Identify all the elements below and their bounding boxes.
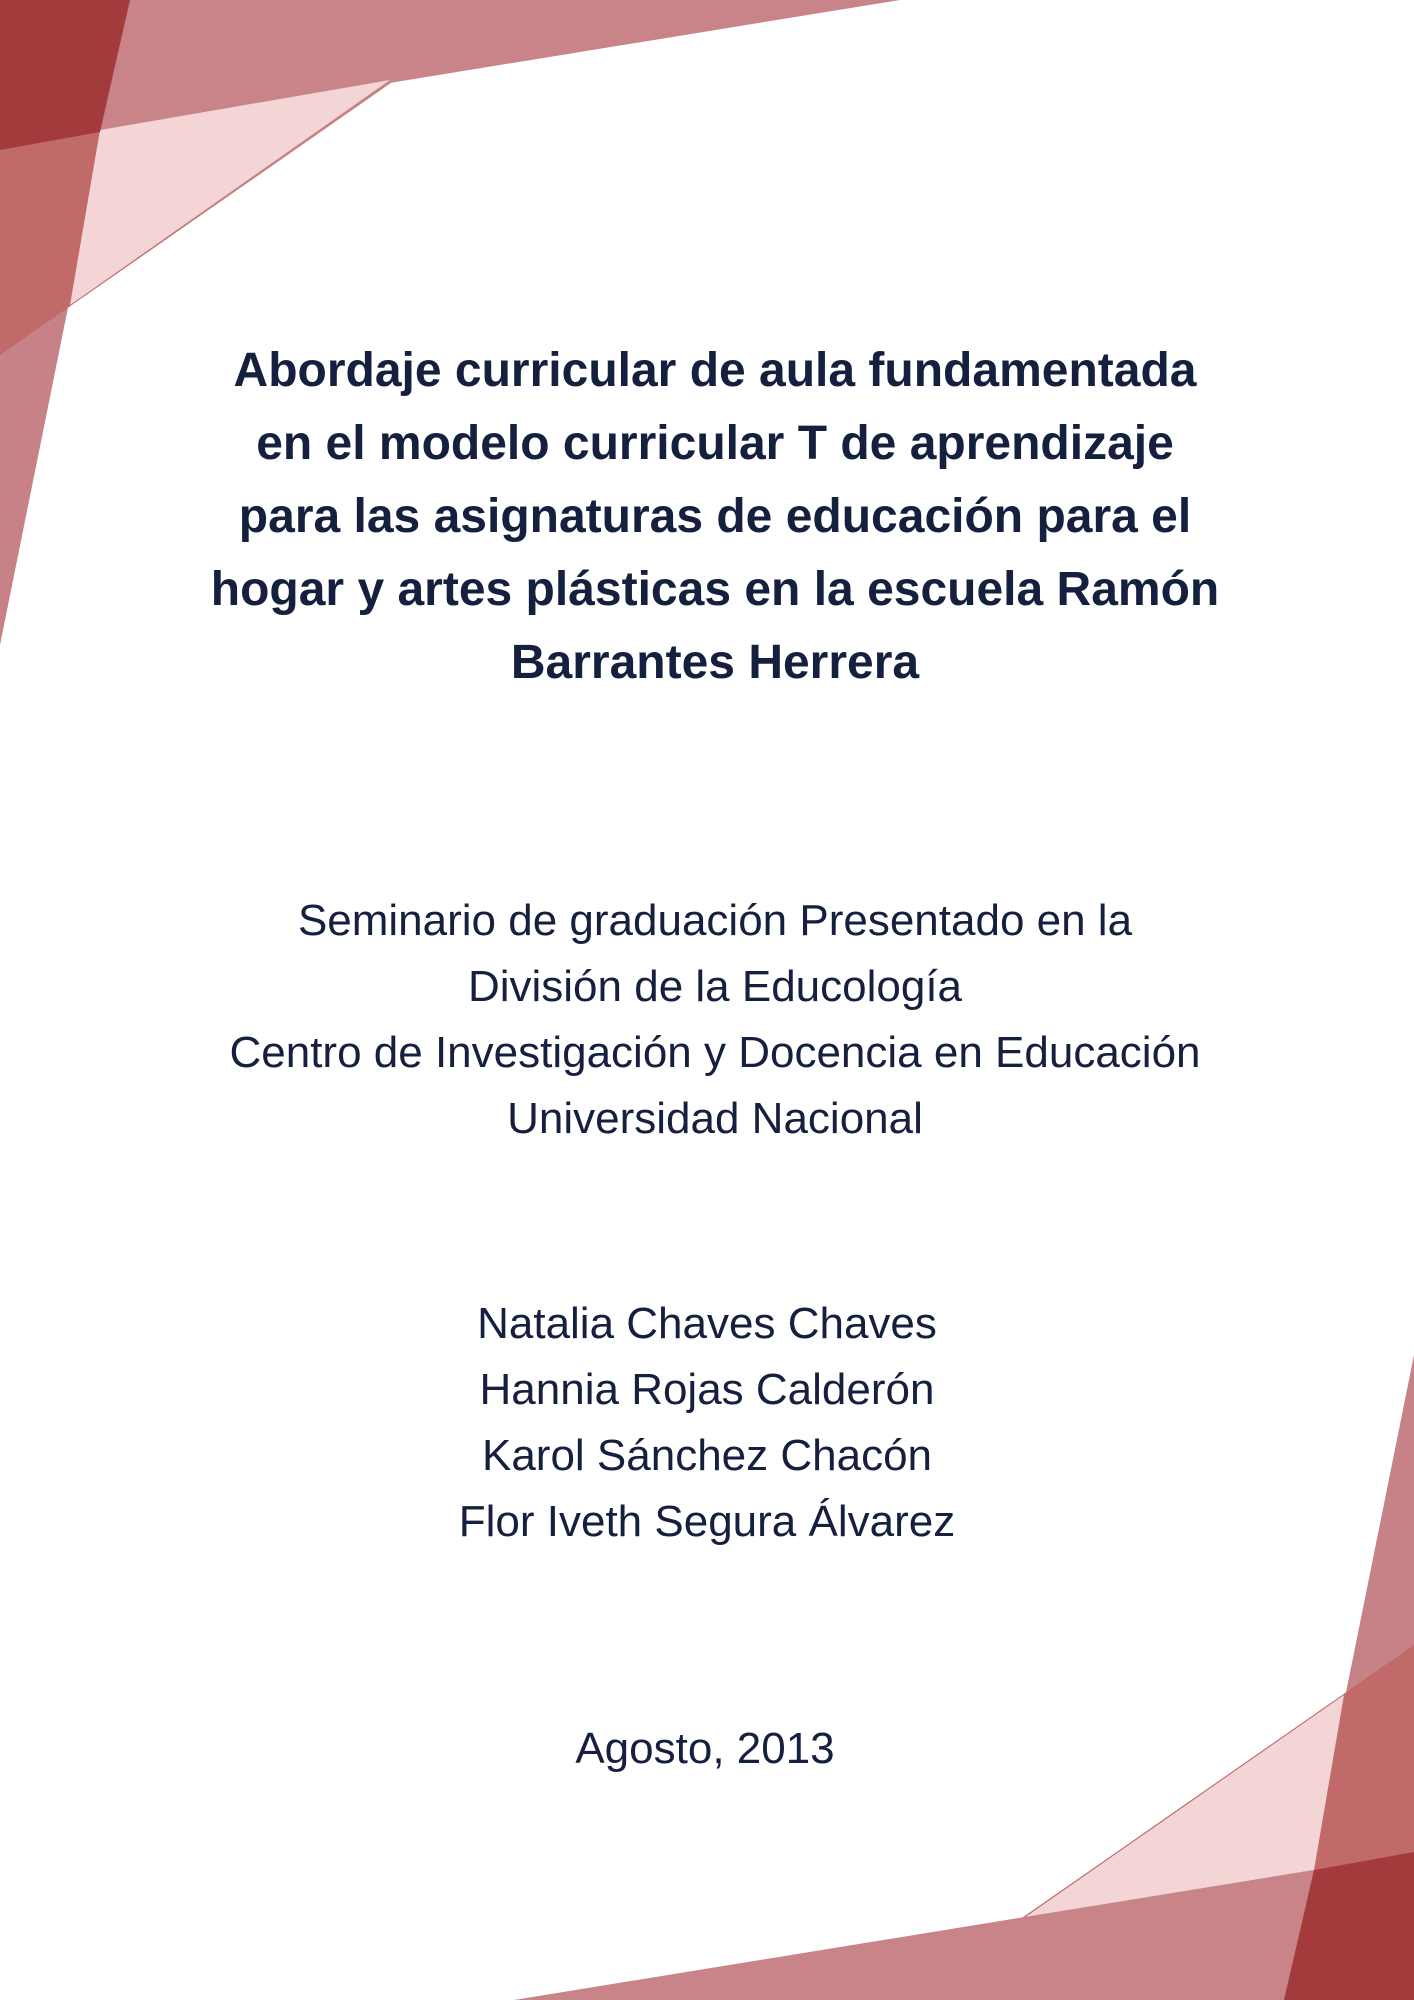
author-name: Karol Sánchez Chacón [481, 1431, 933, 1480]
document-date [0, 1716, 1412, 1782]
title-line: hogar y artes plásticas en la escuela Ramón [210, 563, 1220, 616]
author-name: Natalia Chaves Chaves [477, 1299, 937, 1348]
institution-line: Seminario de graduación Presentado en la [297, 896, 1133, 945]
date-text: Agosto, 2013 [575, 1724, 835, 1773]
author-name: Flor Iveth Segura Álvarez [458, 1497, 956, 1546]
institution-line: División de la Educología [467, 962, 963, 1011]
title-line: para las asignaturas de educación para el [238, 490, 1192, 543]
authors-list [0, 1291, 1414, 1555]
title-line: Abordaje curricular de aula fundamentada [233, 344, 1197, 397]
institution-line: Universidad Nacional [507, 1094, 923, 1143]
institution-block [8, 888, 1414, 1152]
author-name: Hannia Rojas Calderón [479, 1365, 935, 1414]
institution-line: Centro de Investigación y Docencia en Educación [229, 1028, 1201, 1077]
title-line: en el modelo curricular T de aprendizaje [256, 417, 1174, 470]
title-line: Barrantes Herrera [510, 636, 920, 689]
document-title [140, 334, 1290, 699]
